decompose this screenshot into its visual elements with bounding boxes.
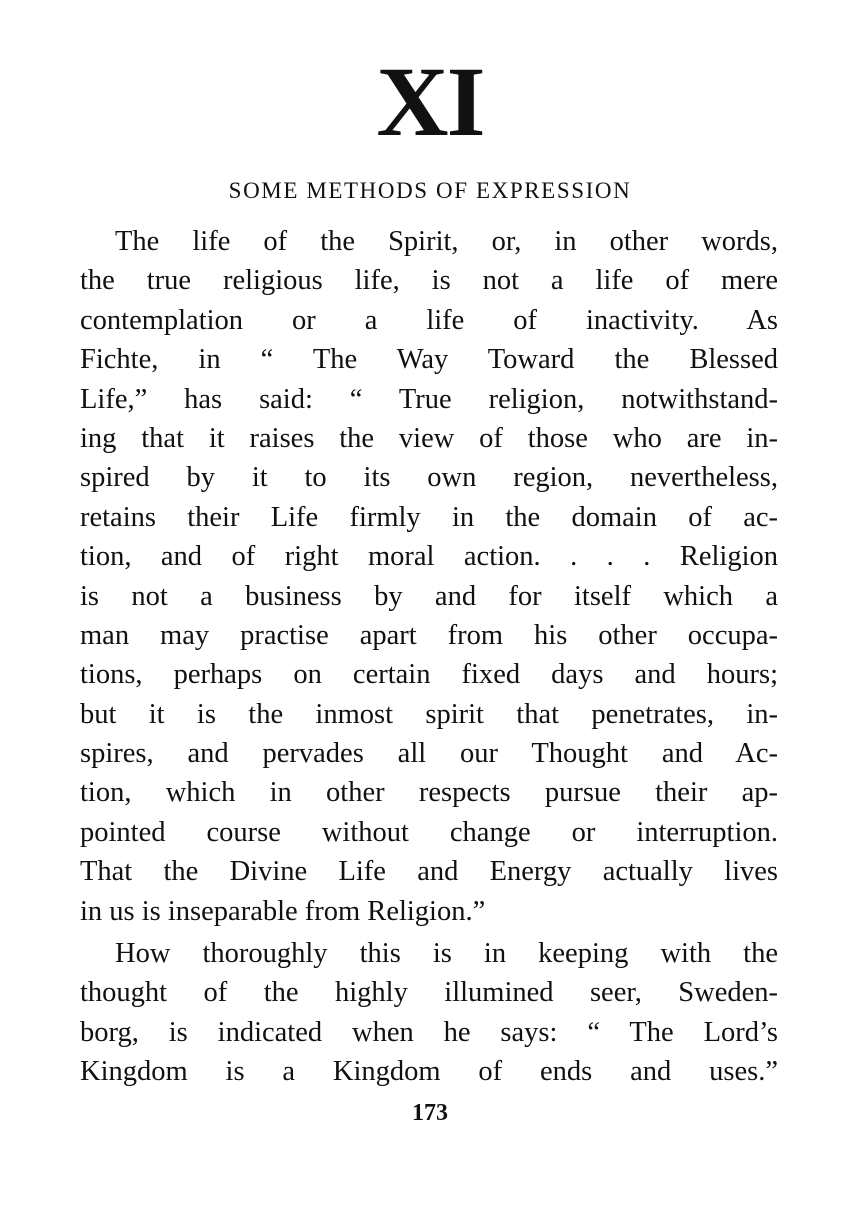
text-line: retains their Life firmly in the domain of ac- <box>80 501 778 533</box>
text-line: but it is the inmost spirit that penetrates, in- <box>80 698 778 730</box>
text-line: That the Divine Life and Energy actually lives <box>80 856 778 888</box>
text-line: pointed course without change or interruption. <box>80 816 778 848</box>
text-line: borg, is indicated when he says: “ The Lord’s <box>80 1016 778 1048</box>
text-line: tions, perhaps on certain fixed days and hours; <box>80 659 778 691</box>
text-line: spired by it to its own region, nevertheless, <box>80 462 778 494</box>
text-line: Kingdom is a Kingdom of ends and uses.” <box>80 1056 778 1088</box>
text-line: ing that it raises the view of those who are in- <box>80 422 778 454</box>
chapter-title: SOME METHODS OF EXPRESSION <box>228 178 632 203</box>
text-line: spires, and pervades all our Thought and Ac- <box>80 738 778 770</box>
chapter-number: XI <box>376 46 484 157</box>
text-line: Fichte, in “ The Way Toward the Blessed <box>80 344 778 376</box>
text-line: tion, which in other respects pursue their ap- <box>80 777 778 809</box>
text-line: thought of the highly illumined seer, Sweden- <box>80 977 778 1009</box>
page-number: 173 <box>412 1100 448 1126</box>
text-line: The life of the Spirit, or, in other words, <box>115 226 778 257</box>
text-line: contemplation or a life of inactivity. As <box>80 304 778 336</box>
paragraph-2 <box>80 934 778 1092</box>
body-text <box>80 222 778 1092</box>
paragraph-1 <box>80 222 778 931</box>
text-line: the true religious life, is not a life of mere <box>80 265 778 297</box>
text-line: How thoroughly this is in keeping with the <box>115 938 778 970</box>
text-line: tion, and of right moral action. . . . Religion <box>80 541 778 573</box>
text-line: man may practise apart from his other occupa- <box>80 619 778 651</box>
text-line: Life,” has said: “ True religion, notwithstand- <box>80 383 778 415</box>
text-line: is not a business by and for itself which a <box>80 580 778 612</box>
text-line: in us is inseparable from Religion.” <box>80 895 486 927</box>
